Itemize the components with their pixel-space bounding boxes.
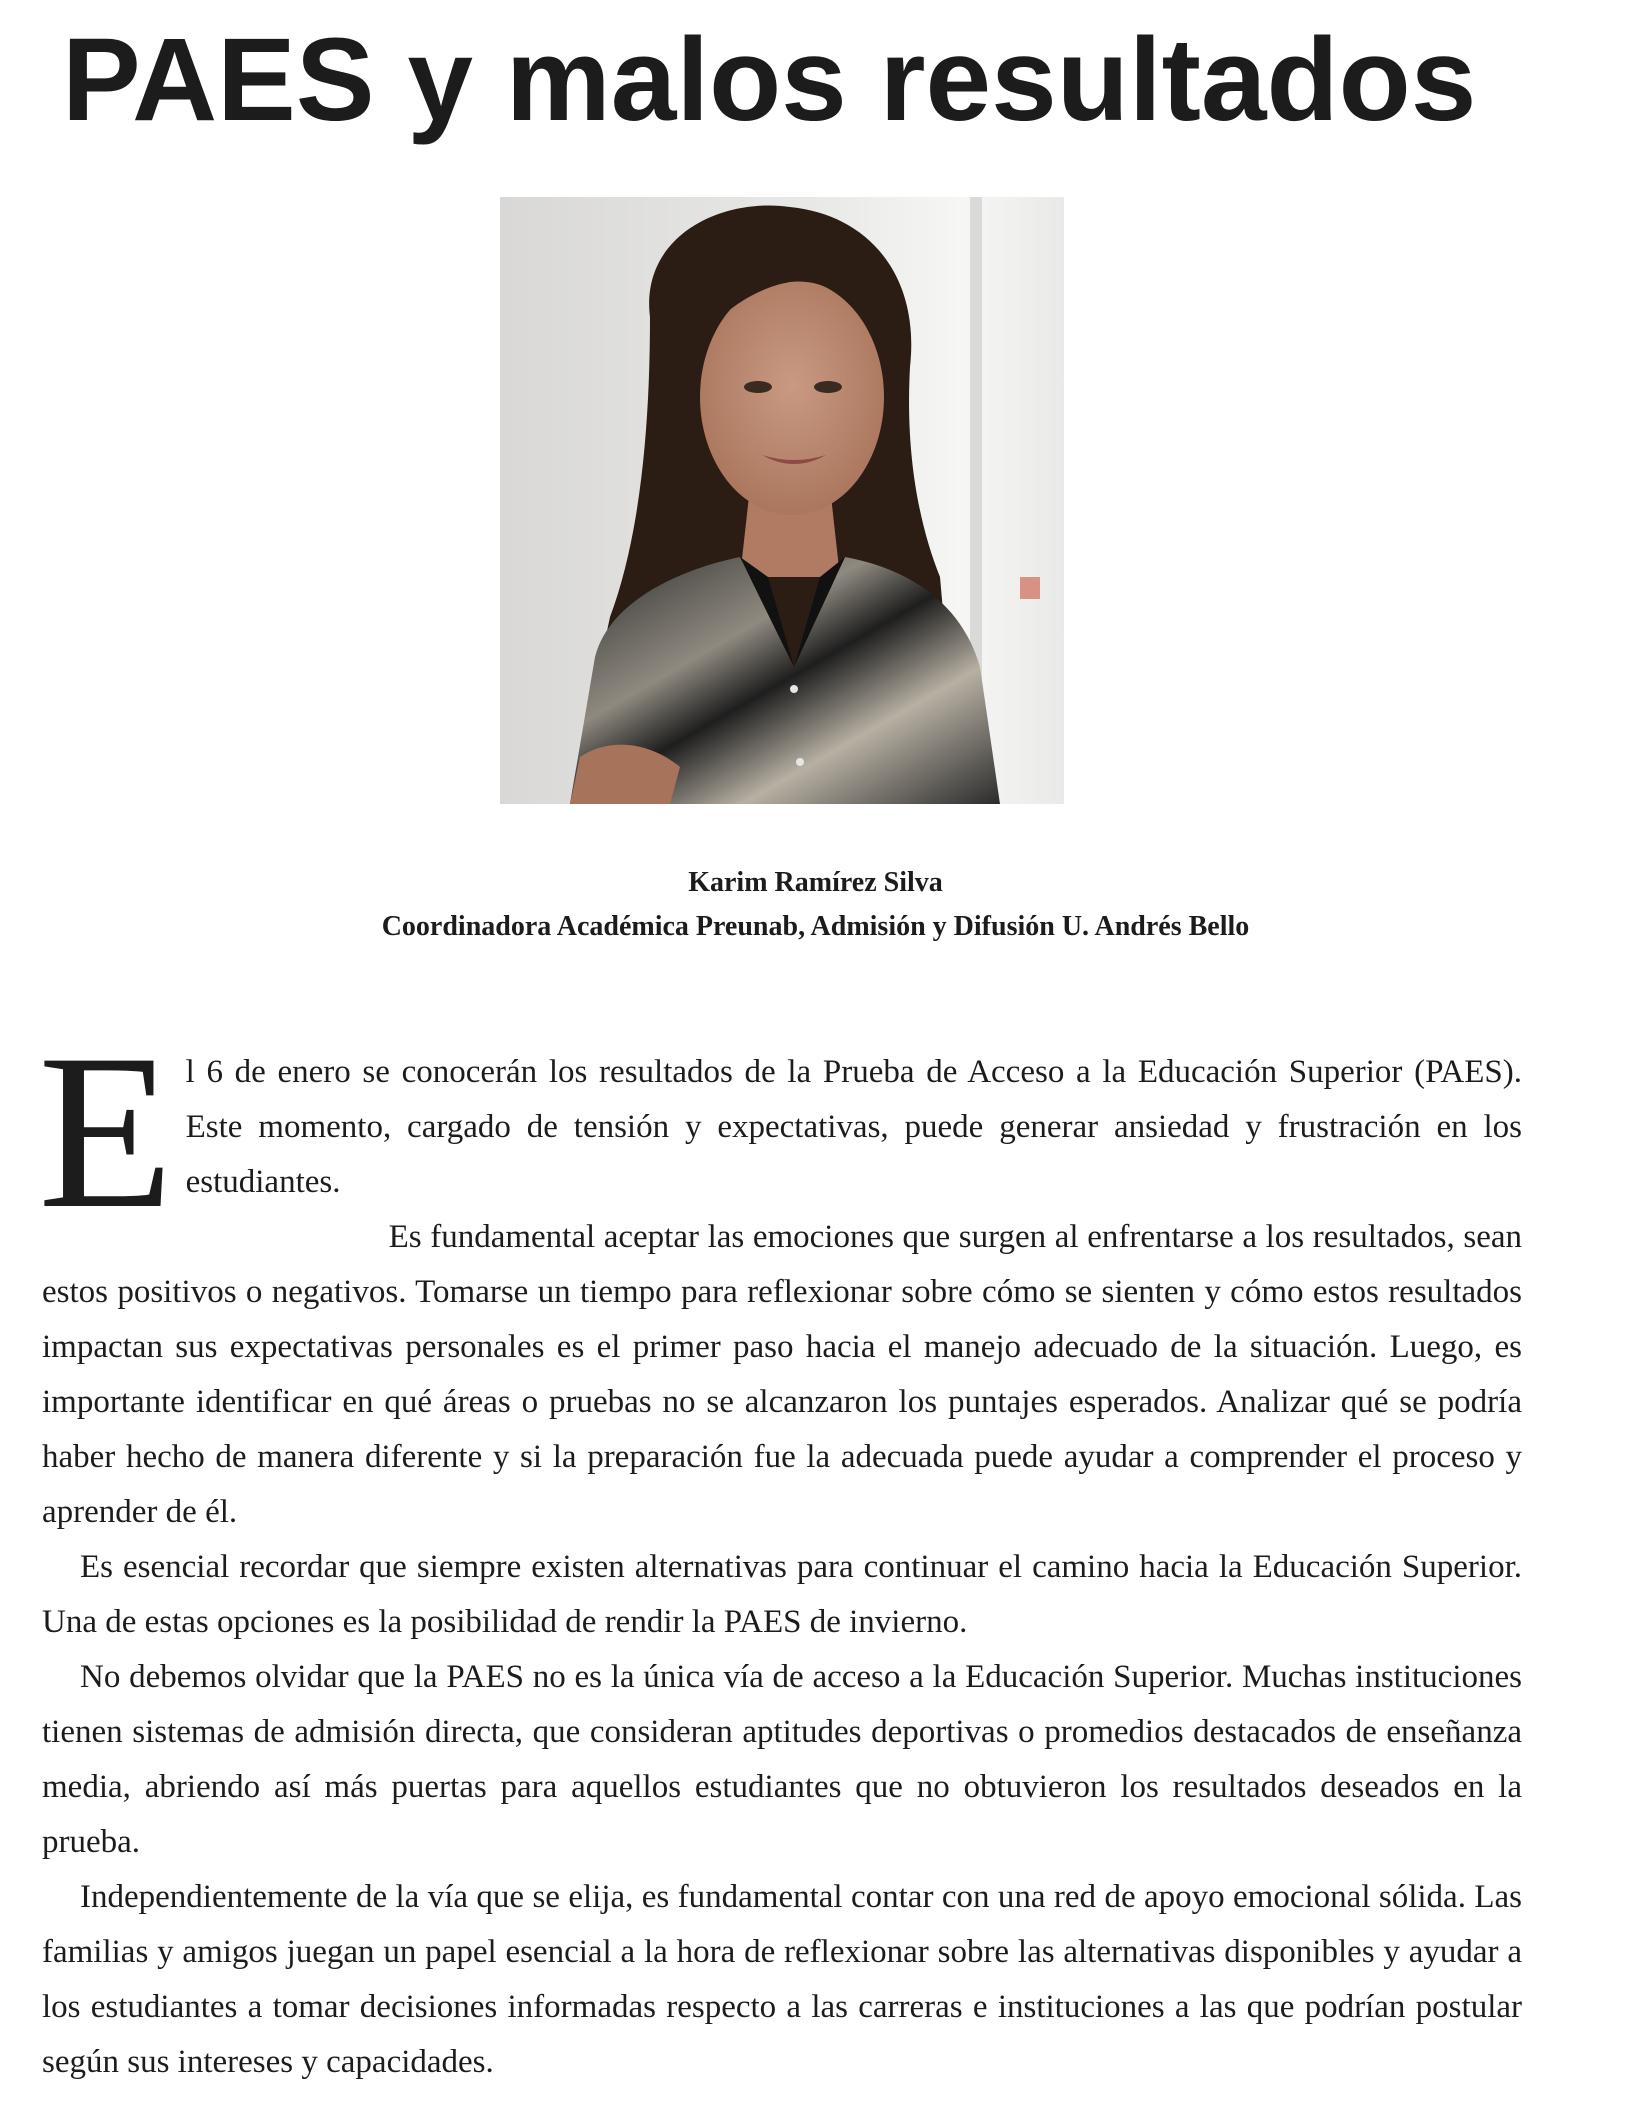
- author-name: Karim Ramírez Silva: [688, 867, 943, 898]
- author-photo: [500, 197, 1064, 804]
- paragraph-1-text: l 6 de enero se conocerán los resultados de la Prueba de Acceso a la Educación Superior (PAES). Este momento, cargado de tensión y expectativas, puede generar ansiedad y frustración en los estudiantes.: [185, 1054, 1522, 1200]
- paragraph-2-text: Es fundamental aceptar las emociones que surgen al enfrentarse a los resultados, sean estos positivos o negativos. Tomarse un tiempo para reflexionar sobre cómo se sienten y cómo estos resultados impactan sus expectativas personales es el primer paso hacia el manejo adecuado de la situación. Luego, es importante identificar en qué áreas o pruebas no se alcanzaron los puntajes esperados. Analizar qué se podría haber hecho de manera diferente y si la preparación fue la adecuada puede ayudar a comprender el proceso y aprender de él.: [42, 1219, 1522, 1530]
- paragraph-5: Independientemente de la vía que se elija, es fundamental contar con una red de apoyo emocional sólida. Las familias y amigos juegan un papel esencial a la hora de reflexionar sobre las alternativas disponibles y ayudar a los estudiantes a tomar decisiones informadas respecto a las carreras e instituciones a las que podrían postular según sus intereses y capacidades.: [42, 1879, 1522, 2080]
- headline: PAES y malos resultados: [62, 14, 1477, 146]
- paragraph-3: Es esencial recordar que siempre existen alternativas para continuar el camino hacia la Educación Superior. Una de estas opciones es la posibilidad de rendir la PAES de invierno.: [42, 1549, 1522, 1640]
- paragraph-4: No debemos olvidar que la PAES no es la única vía de acceso a la Educación Superior. Muchas instituciones tienen sistemas de admisión directa, que consideran aptitudes deportivas o promedios destacados de enseñanza media, abriendo así más puertas para aquellos estudiantes que no obtuvieron los resultados deseados en la prueba.: [42, 1659, 1522, 1860]
- author-role: Coordinadora Académica Preunab, Admisión y Difusión U. Andrés Bello: [381, 911, 1250, 942]
- paragraph-1: [38, 1009, 1522, 1255]
- drop-cap: E: [38, 1009, 174, 1255]
- article-body: [38, 1009, 1522, 2090]
- paragraph-2: [42, 1210, 1522, 1540]
